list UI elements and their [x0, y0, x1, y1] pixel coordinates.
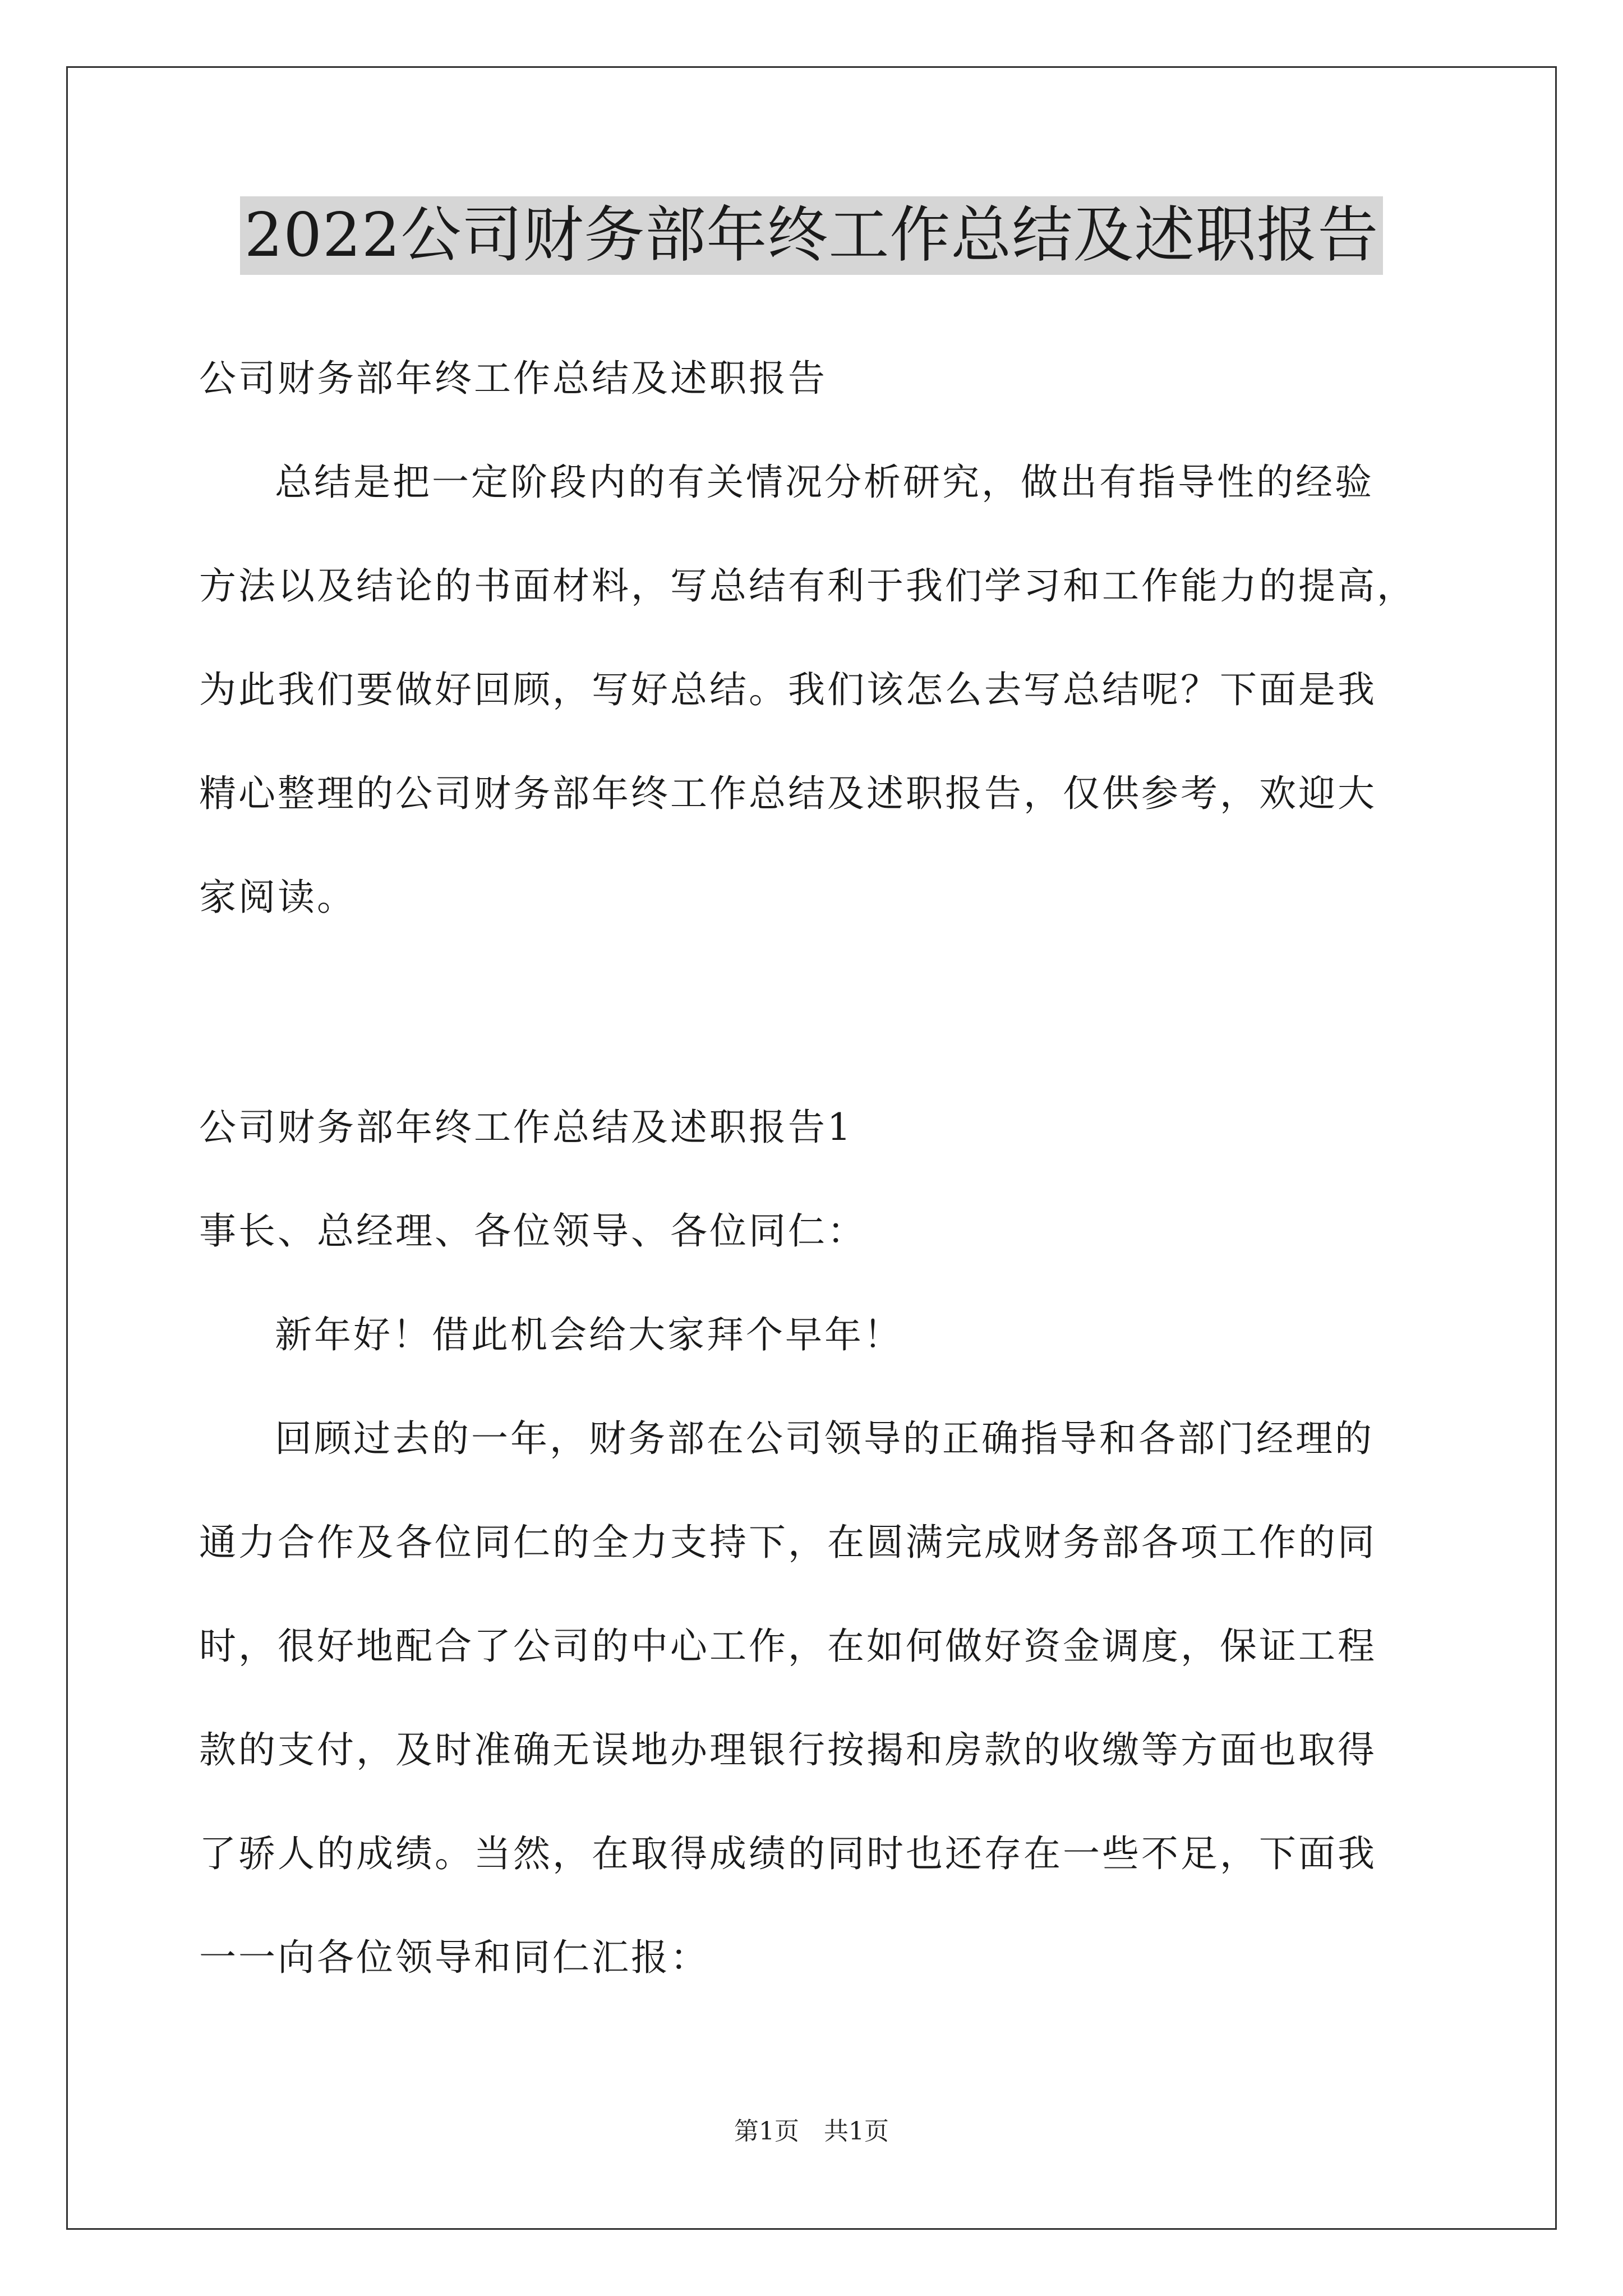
paragraph-line: 一一向各位领导和同仁汇报：	[199, 1936, 709, 1979]
paragraph-line: 总结是把一定阶段内的有关情况分析研究，做出有指导性的经验	[275, 461, 1374, 504]
paragraph-line: 时，很好地配合了公司的中心工作，在如何做好资金调度，保证工程	[199, 1625, 1377, 1668]
title-container	[0, 196, 1623, 275]
page-number-footer: 第1页 共1页	[734, 2117, 889, 2146]
paragraph-line: 精心整理的公司财务部年终工作总结及述职报告，仅供参考，欢迎大	[199, 772, 1377, 815]
paragraph-line: 通力合作及各位同仁的全力支持下，在圆满完成财务部各项工作的同	[199, 1521, 1377, 1564]
subtitle-line: 公司财务部年终工作总结及述职报告	[199, 357, 827, 400]
paragraph-line: 款的支付，及时准确无误地办理银行按揭和房款的收缴等方面也取得	[199, 1728, 1377, 1772]
paragraph-line: 回顾过去的一年，财务部在公司领导的正确指导和各部门经理的	[275, 1417, 1374, 1460]
paragraph-line: 了骄人的成绩。当然，在取得成绩的同时也还存在一些不足，下面我	[199, 1832, 1377, 1875]
paragraph-line: 方法以及结论的书面材料，写总结有利于我们学习和工作能力的提高，	[199, 564, 1416, 608]
salutation-line: 事长、总经理、各位领导、各位同仁：	[199, 1209, 866, 1253]
greeting-line: 新年好！借此机会给大家拜个早年！	[275, 1313, 903, 1356]
document-title: 2022公司财务部年终工作总结及述职报告	[240, 196, 1384, 275]
section-heading: 公司财务部年终工作总结及述职报告1	[199, 1106, 853, 1149]
paragraph-line: 为此我们要做好回顾，写好总结。我们该怎么去写总结呢？下面是我	[199, 668, 1377, 711]
paragraph-line: 家阅读。	[199, 876, 356, 919]
